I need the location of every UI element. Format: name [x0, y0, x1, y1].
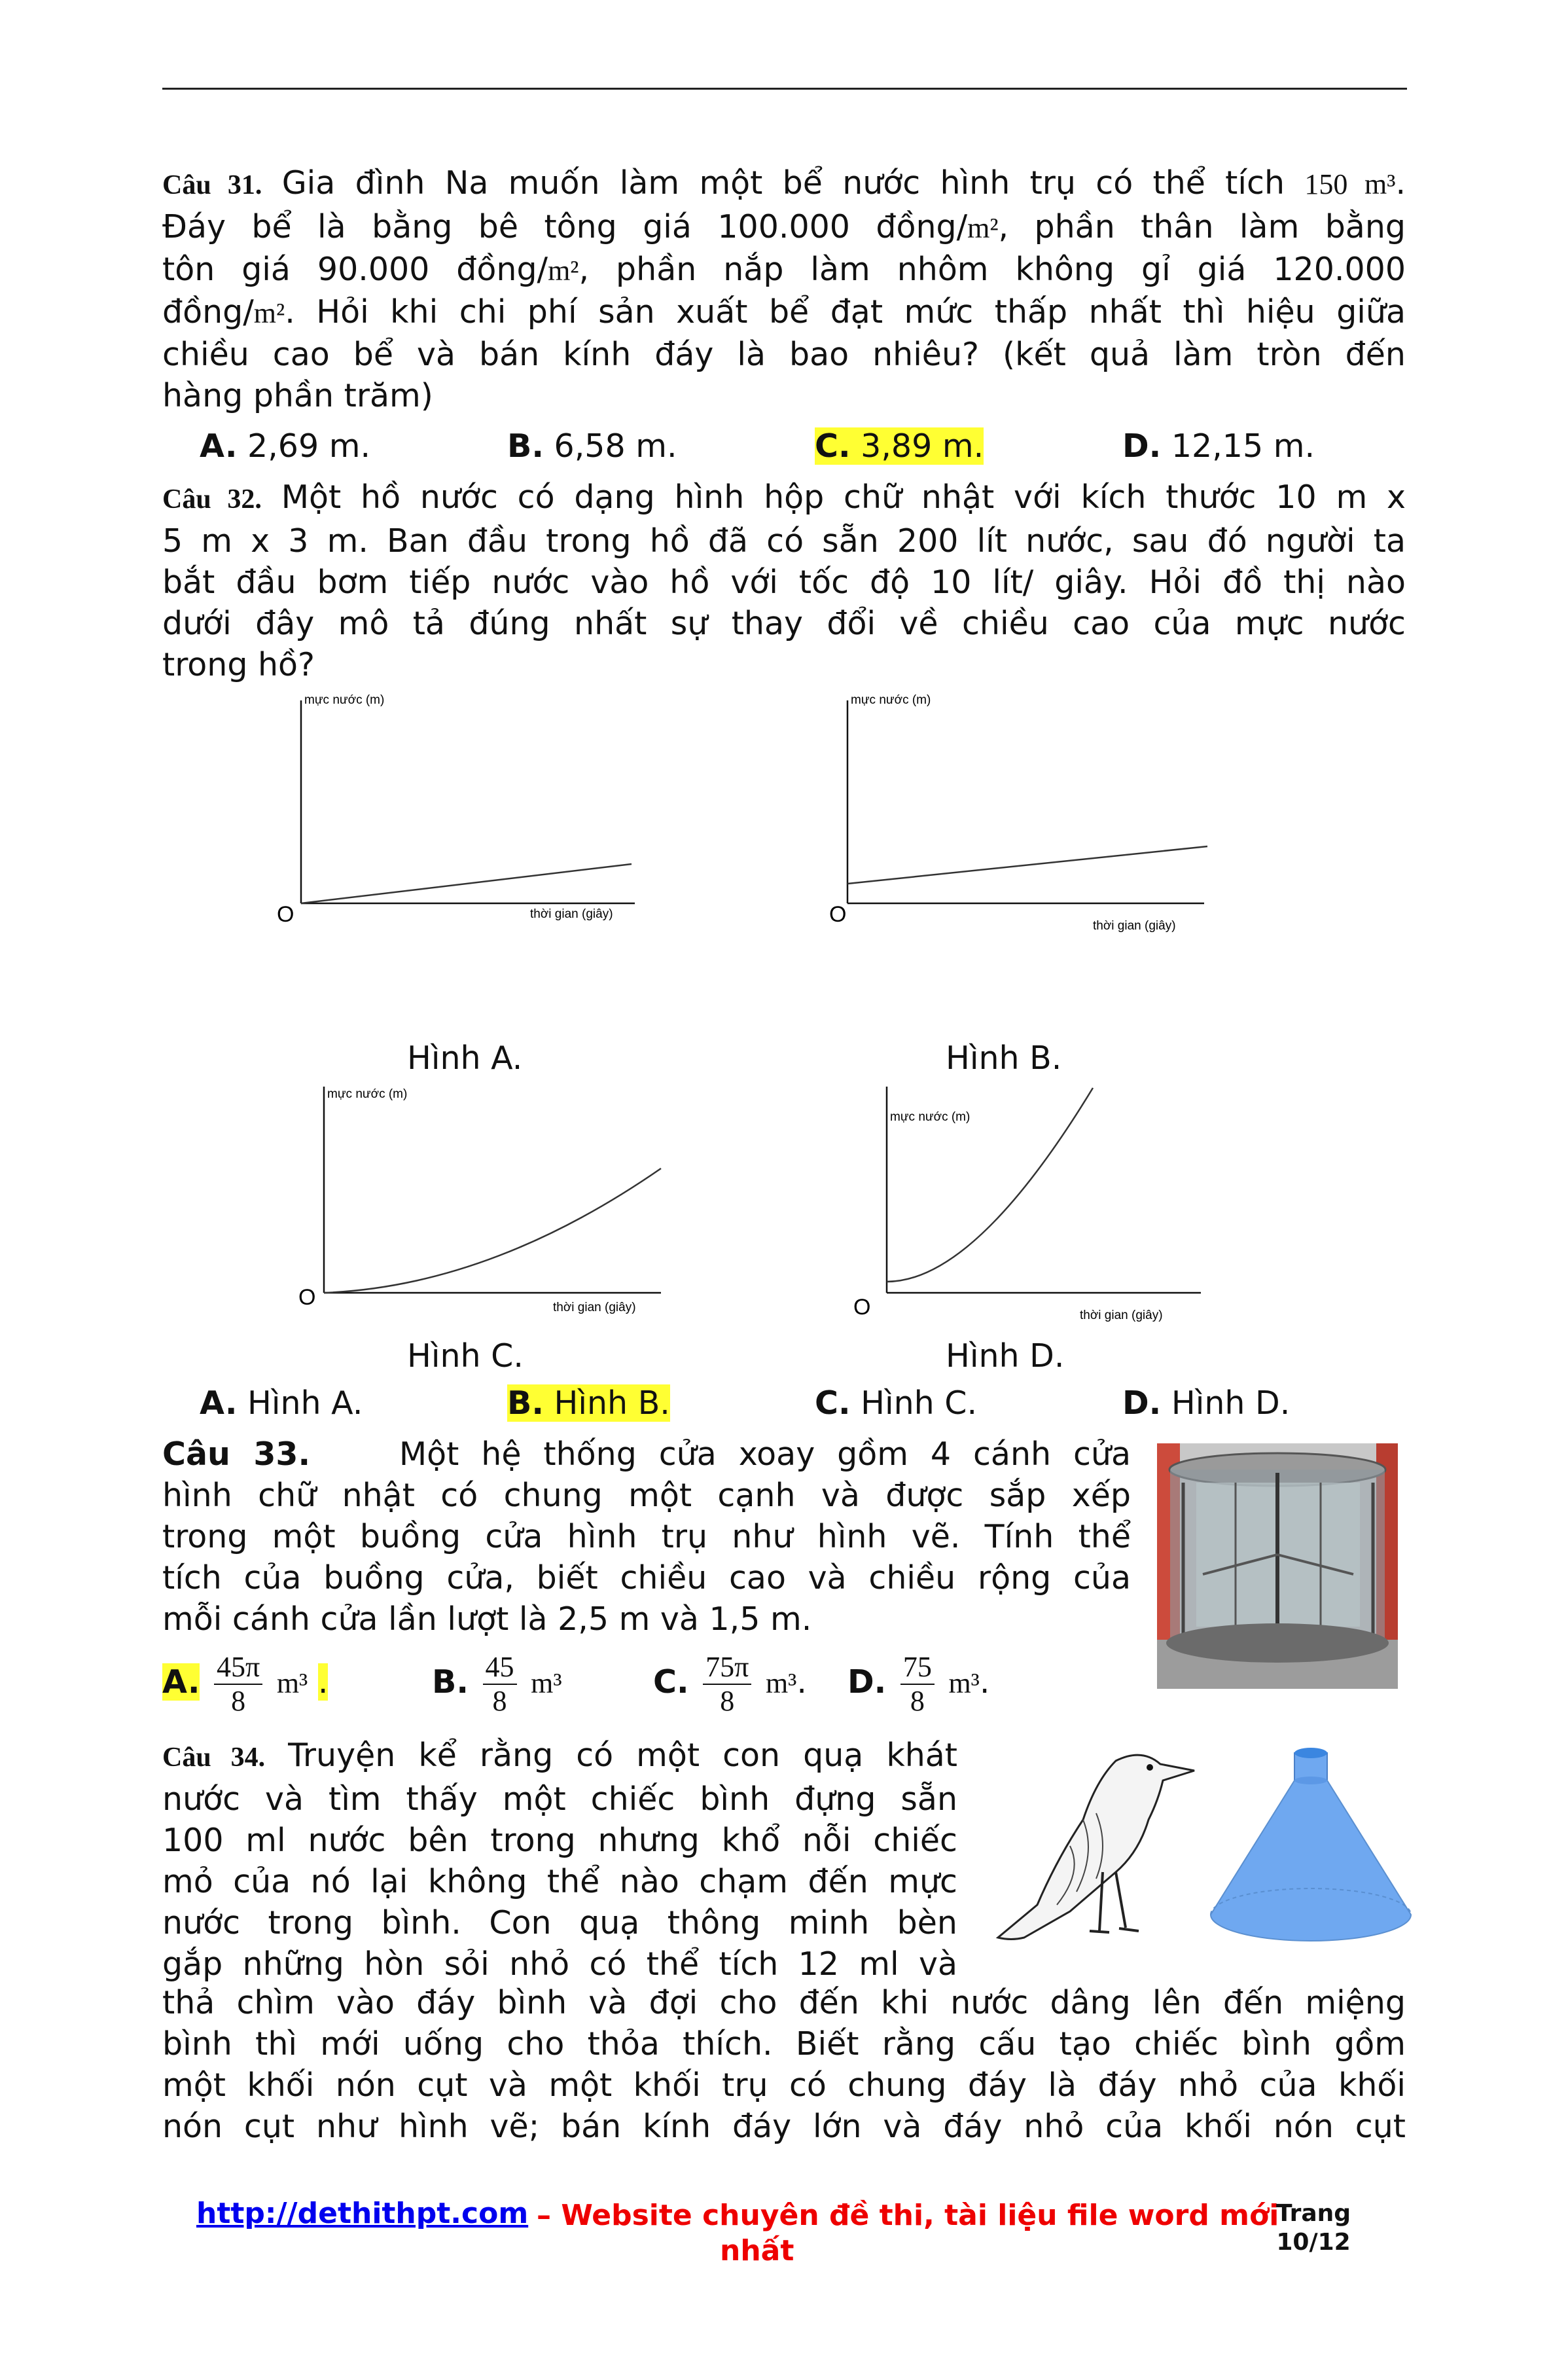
question-label: Câu 32. [162, 484, 262, 515]
vase-image [1204, 1741, 1414, 1957]
answer-b[interactable]: B. $\frac{45}{8}$ m³ [432, 1650, 562, 1717]
caption-a: Hình A. [407, 1039, 523, 1077]
question-33: Câu 33. Một hệ thống cửa xoay gồm 4 cánh cửa hình chữ nhật có chung một cạnh và được sắp xếp trong một buồng cửa hình trụ như hình vẽ. Tính thể tích của buồng cửa, biết chiều cao và chiều rộng của mỗi cánh cửa lần lượt là 2,5 m và 1,5 m. [162, 1435, 1131, 1638]
graph-xlabel: thời gian (giây) [553, 1301, 636, 1314]
question-label: Câu 31. [162, 170, 262, 200]
graph-origin: O [298, 1285, 316, 1310]
graph-ylabel: mực nước (m) [851, 693, 931, 707]
question-32: Câu 32. Một hồ nước có dạng hình hộp chữ nhật với kích thước 10 m x 5 m x 3 m. Ban đầu trong hồ đã có sẵn 200 lít nước, sau đó người ta bắt đầu bơm tiếp nước vào hồ với tốc độ 10 lít/ giây. Hỏi đồ thị nào dưới đây mô tả đúng nhất sự thay đổi về chiều cao của mực nước trong hồ? [162, 478, 1406, 683]
graph-c-curve [324, 1168, 661, 1293]
answer-d[interactable]: D. Hình D. [1122, 1384, 1291, 1422]
question-label: Câu 33. [162, 1435, 311, 1473]
graph-b [821, 687, 1214, 943]
graph-xlabel: thời gian (giây) [1080, 1309, 1163, 1322]
footer-link[interactable]: http://dethithpt.com [196, 2197, 529, 2230]
header-rule [162, 88, 1407, 90]
answer-a[interactable]: A. Hình A. [200, 1384, 363, 1422]
answer-c[interactable]: C. $\frac{75\pi}{8}$ m³. [653, 1650, 807, 1717]
revolving-door-image [1157, 1443, 1398, 1689]
answer-b[interactable]: B. 6,58 m. [507, 427, 677, 465]
answer-b-correct[interactable]: B. Hình B. [507, 1384, 670, 1422]
answer-d[interactable]: D. 12,15 m. [1122, 427, 1315, 465]
caption-b: Hình B. [946, 1039, 1062, 1077]
graph-xlabel: thời gian (giây) [530, 907, 613, 921]
answer-a-correct[interactable]: A. $\frac{45\pi}{8}$ m³ . [162, 1650, 329, 1717]
graph-a [272, 687, 645, 930]
question-34-body: thả chìm vào đáy bình và đợi cho đến khi nước dâng lên đến miệng bình thì mới uống cho thỏa thích. Biết rằng cấu tạo chiếc bình gồm một khối nón cụt và một khối trụ có chung đáy là đáy nhỏ của khối nón cụt như hình vẽ; bán kính đáy lớn và đáy nhỏ của khối nón cụt [162, 1984, 1406, 2145]
question-label: Câu 34. [162, 1742, 266, 1773]
graph-c [294, 1077, 668, 1319]
graph-ylabel: mực nước (m) [890, 1110, 971, 1124]
graph-origin: O [853, 1295, 871, 1320]
caption-c: Hình C. [407, 1337, 524, 1375]
graph-ylabel: mực nước (m) [304, 693, 385, 707]
question-34-intro: Câu 34. Truyện kể rằng có một con quạ khát nước và tìm thấy một chiếc bình đựng sẵn 100 ml nước bên trong nhưng khổ nỗi chiếc mỏ của nó lại không thể nào chạm đến mực nước trong bình. Con quạ thông minh bèn gắp những hòn sỏi nhỏ có thể tích 12 ml và [162, 1737, 957, 1983]
footer-text-2: nhất [720, 2234, 794, 2267]
answer-c-correct[interactable]: C. 3,89 m. [815, 427, 984, 465]
question-31: Câu 31. Gia đình Na muốn làm một bể nước hình trụ có thể tích 150 m³. Đáy bể là bằng bê tông giá 100.000 đồng/m², phần thân làm bằng tôn giá 90.000 đồng/m², phần nắp làm nhôm không gỉ giá 120.000 đồng/m². Hỏi khi chi phí sản xuất bể đạt mức thấp nhất thì hiệu giữa chiều cao bể và bán kính đáy là bao nhiêu? (kết quả làm tròn đến hàng phần trăm) [162, 164, 1406, 414]
graph-ylabel: mực nước (m) [327, 1087, 408, 1101]
answer-a[interactable]: A. 2,69 m. [200, 427, 371, 465]
graph-d [844, 1080, 1211, 1329]
graph-a-line [301, 864, 632, 903]
answer-d[interactable]: D. $\frac{75}{8}$ m³. [847, 1650, 990, 1717]
caption-d: Hình D. [946, 1337, 1065, 1375]
graph-xlabel: thời gian (giây) [1093, 919, 1176, 933]
footer-text: – Website chuyên đề thi, tài liệu file word mới [537, 2199, 1279, 2232]
page-number: Trang 10/12 [1276, 2200, 1351, 2256]
crow-image [985, 1741, 1201, 1951]
answer-c[interactable]: C. Hình C. [815, 1384, 978, 1422]
graph-b-line [847, 846, 1207, 884]
graph-origin: O [277, 902, 294, 927]
graph-origin: O [829, 902, 847, 927]
